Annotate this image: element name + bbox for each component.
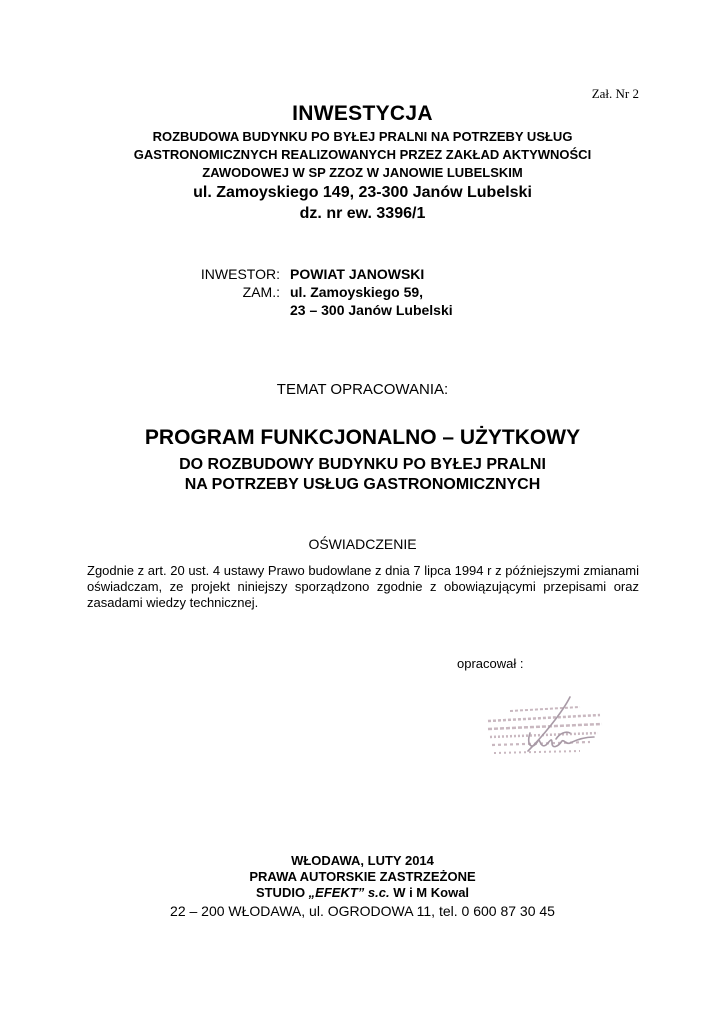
program-subtitle — [0, 455, 725, 495]
footer-copyright: PRAWA AUTORSKIE ZASTRZEŻONE — [249, 869, 476, 884]
investment-parcel: dz. nr ew. 3396/1 — [299, 205, 426, 222]
investor-name: POWIAT JANOWSKI — [290, 266, 425, 282]
investor-row — [140, 265, 453, 283]
signature-stamp — [470, 693, 620, 768]
footer-contact: 22 – 200 WŁODAWA, ul. OGRODOWA 11, tel. 0 600 87 30 45 — [170, 903, 555, 919]
declaration-heading: OŚWIADCZENIE — [308, 536, 417, 552]
investor-address-line2: 23 – 300 Janów Lubelski — [290, 302, 453, 318]
footer-studio-name: „EFEKT” s.c. — [308, 885, 390, 900]
footer-studio — [0, 885, 725, 900]
prepared-by-label: opracował : — [457, 656, 524, 671]
footer-studio-suffix: W i M Kowal — [389, 885, 470, 900]
program-title: PROGRAM FUNKCJONALNO – UŻYTKOWY — [144, 426, 581, 449]
attachment-number: Zał. Nr 2 — [591, 86, 639, 101]
investment-description-line: ROZBUDOWA BUDYNKU PO BYŁEJ PRALNI NA POTRZEBY USŁUG — [152, 129, 573, 144]
investor-address-row — [140, 283, 453, 301]
footer-place-date: WŁODAWA, LUTY 2014 — [291, 853, 434, 868]
investor-label: INWESTOR: — [200, 266, 280, 282]
investment-description-line: ZAWODOWEJ W SP ZZOZ W JANOWIE LUBELSKIM — [202, 165, 523, 180]
investor-block — [140, 265, 453, 319]
investor-address-spacer — [140, 301, 290, 319]
investor-address-row-2 — [140, 301, 453, 319]
investment-title: INWESTYCJA — [292, 102, 433, 125]
footer-studio-prefix: STUDIO — [255, 885, 309, 900]
topic-label: TEMAT OPRACOWANIA: — [276, 381, 449, 398]
investment-description-line: GASTRONOMICZNYCH REALIZOWANYCH PRZEZ ZAKŁAD AKTYWNOŚCI — [133, 147, 592, 162]
investor-address-label: ZAM.: — [242, 284, 280, 300]
investment-description — [0, 128, 725, 182]
program-subtitle-line: NA POTRZEBY USŁUG GASTRONOMICZNYCH — [184, 476, 541, 493]
investor-address-line1: ul. Zamoyskiego 59, — [290, 284, 424, 300]
declaration-text: Zgodnie z art. 20 ust. 4 ustawy Prawo budowlane z dnia 7 lipca 1994 r z późniejszymi zmianami oświadczam, ze projekt niniejszy sporządzono zgodnie z obowiązującymi przepisami oraz zasadami wiedzy technicznej. — [87, 563, 639, 610]
investment-address: ul. Zamoyskiego 149, 23-300 Janów Lubelski — [193, 184, 532, 201]
investment-location — [0, 182, 725, 224]
program-subtitle-line: DO ROZBUDOWY BUDYNKU PO BYŁEJ PRALNI — [179, 456, 546, 473]
